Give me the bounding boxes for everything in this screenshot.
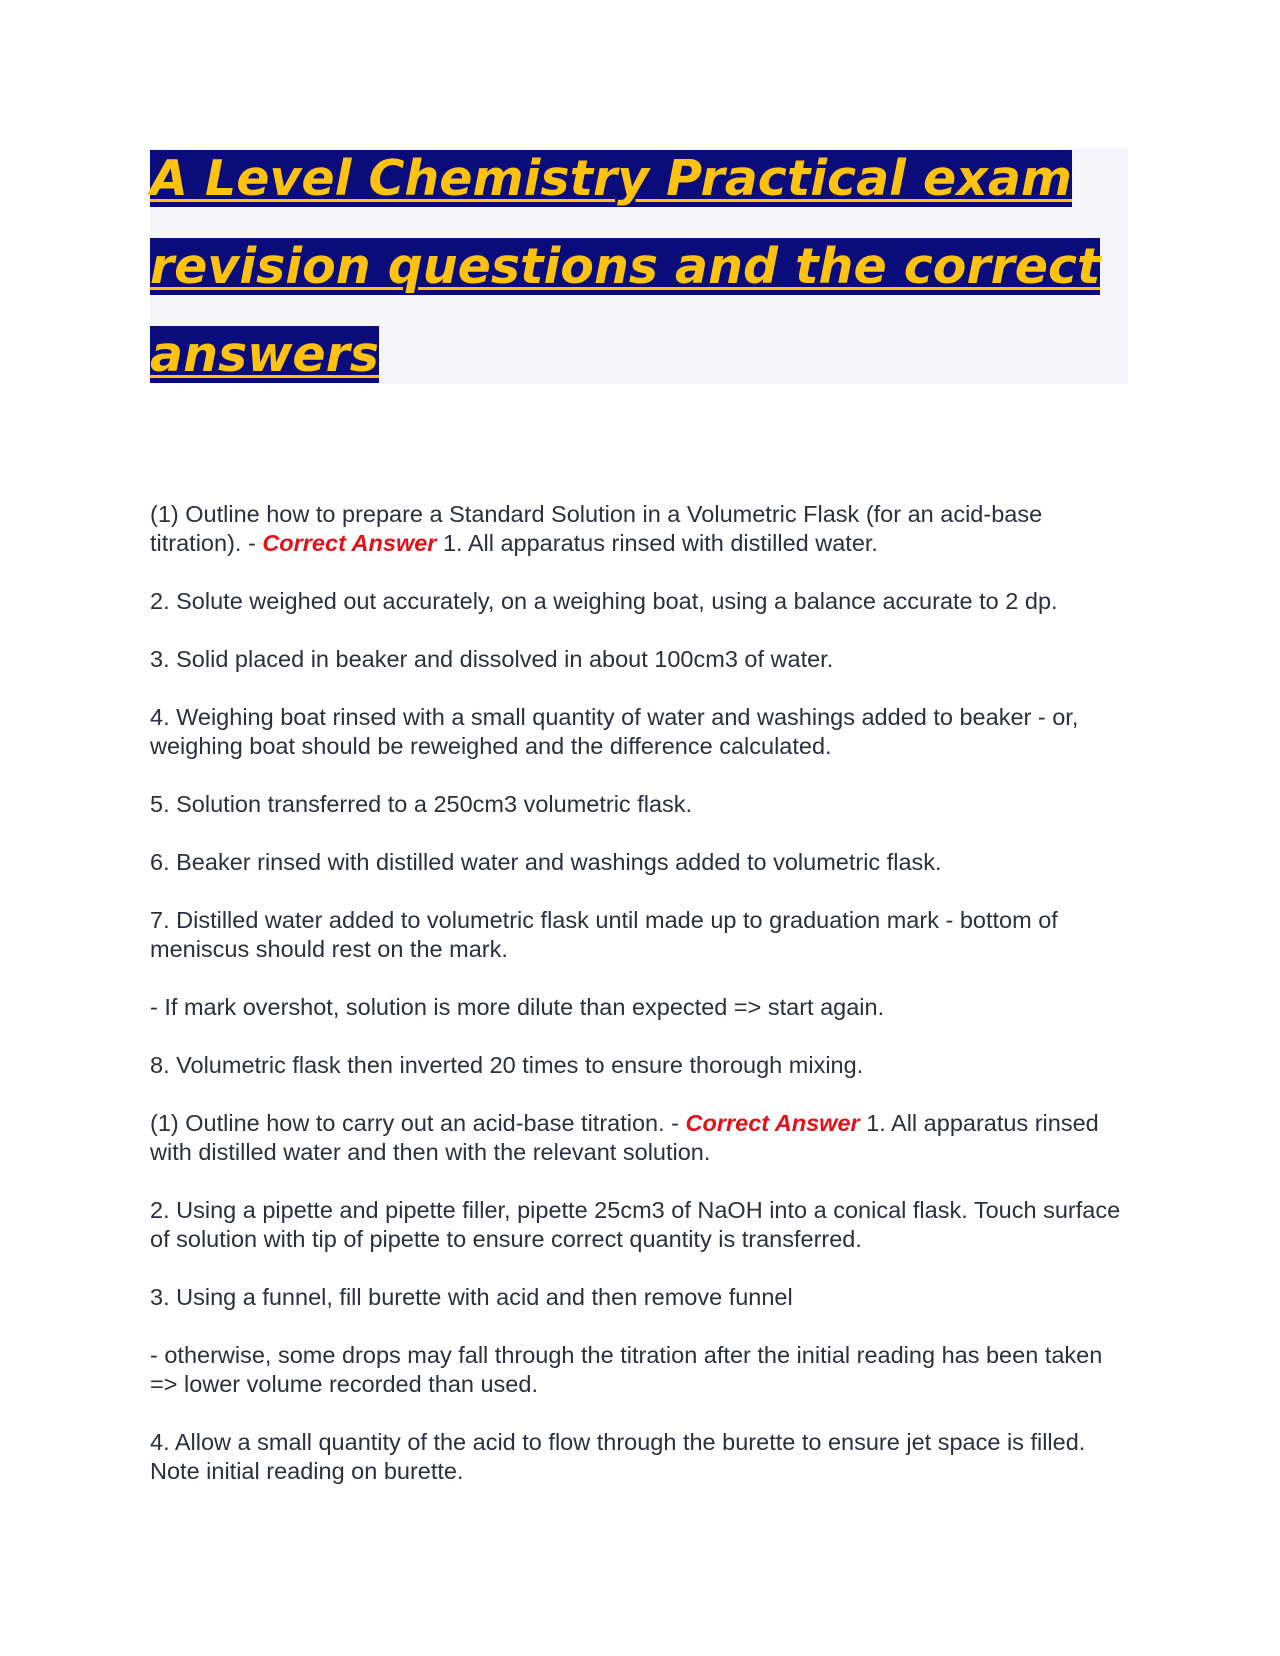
- question-2: [150, 1109, 1128, 1167]
- title-text-3: answers: [150, 326, 379, 383]
- q2-step: 2. Using a pipette and pipette filler, pipette 25cm3 of NaOH into a conical flask. Touch surface of solution with tip of pipette to ensure correct quantity is transferred.: [150, 1197, 1121, 1252]
- q2-step: 4. Allow a small quantity of the acid to flow through the burette to ensure jet space is filled. Note initial reading on burette.: [150, 1429, 1086, 1484]
- q1-step: - If mark overshot, solution is more dilute than expected => start again.: [150, 994, 885, 1020]
- q2-step: 3. Using a funnel, fill burette with acid and then remove funnel: [150, 1284, 793, 1310]
- correct-answer-label-2: Correct Answer: [685, 1110, 860, 1136]
- question-1-text: (1) Outline how to prepare a Standard Solution in a Volumetric Flask (for an acid-base titration). -: [150, 501, 1043, 556]
- question-2-text: (1) Outline how to carry out an acid-base titration. -: [150, 1110, 686, 1136]
- q2-step: - otherwise, some drops may fall through the titration after the initial reading has been taken => lower volume recorded than used.: [150, 1342, 1103, 1397]
- correct-answer-label-1: Correct Answer: [262, 530, 437, 556]
- q1-step: 8. Volumetric flask then inverted 20 times to ensure thorough mixing.: [150, 1052, 864, 1078]
- title-text-1: A Level Chemistry Practical exam: [150, 150, 1072, 207]
- q1-step: 7. Distilled water added to volumetric flask until made up to graduation mark - bottom of meniscus should rest on the mark.: [150, 907, 1058, 962]
- title-line-2: [150, 238, 1100, 296]
- q1-step: 6. Beaker rinsed with distilled water and washings added to volumetric flask.: [150, 849, 942, 875]
- document-body: [150, 500, 1128, 1515]
- title-line-3: [150, 326, 379, 384]
- q1-step: 4. Weighing boat rinsed with a small quantity of water and washings added to beaker - or, weighing boat should be reweighed and the difference calculated.: [150, 704, 1079, 759]
- q1-step: 2. Solute weighed out accurately, on a weighing boat, using a balance accurate to 2 dp.: [150, 588, 1058, 614]
- title-text-2: revision questions and the correct: [150, 238, 1101, 295]
- question-1: [150, 500, 1128, 558]
- q1-step: 3. Solid placed in beaker and dissolved in about 100cm3 of water.: [150, 646, 834, 672]
- answer-2-start: 1. All apparatus rinsed with distilled water and then with the relevant solution.: [150, 1110, 1099, 1165]
- title-line-1: [150, 150, 1072, 208]
- q1-step: 5. Solution transferred to a 250cm3 volumetric flask.: [150, 791, 693, 817]
- answer-1-start: 1. All apparatus rinsed with distilled water.: [436, 530, 878, 556]
